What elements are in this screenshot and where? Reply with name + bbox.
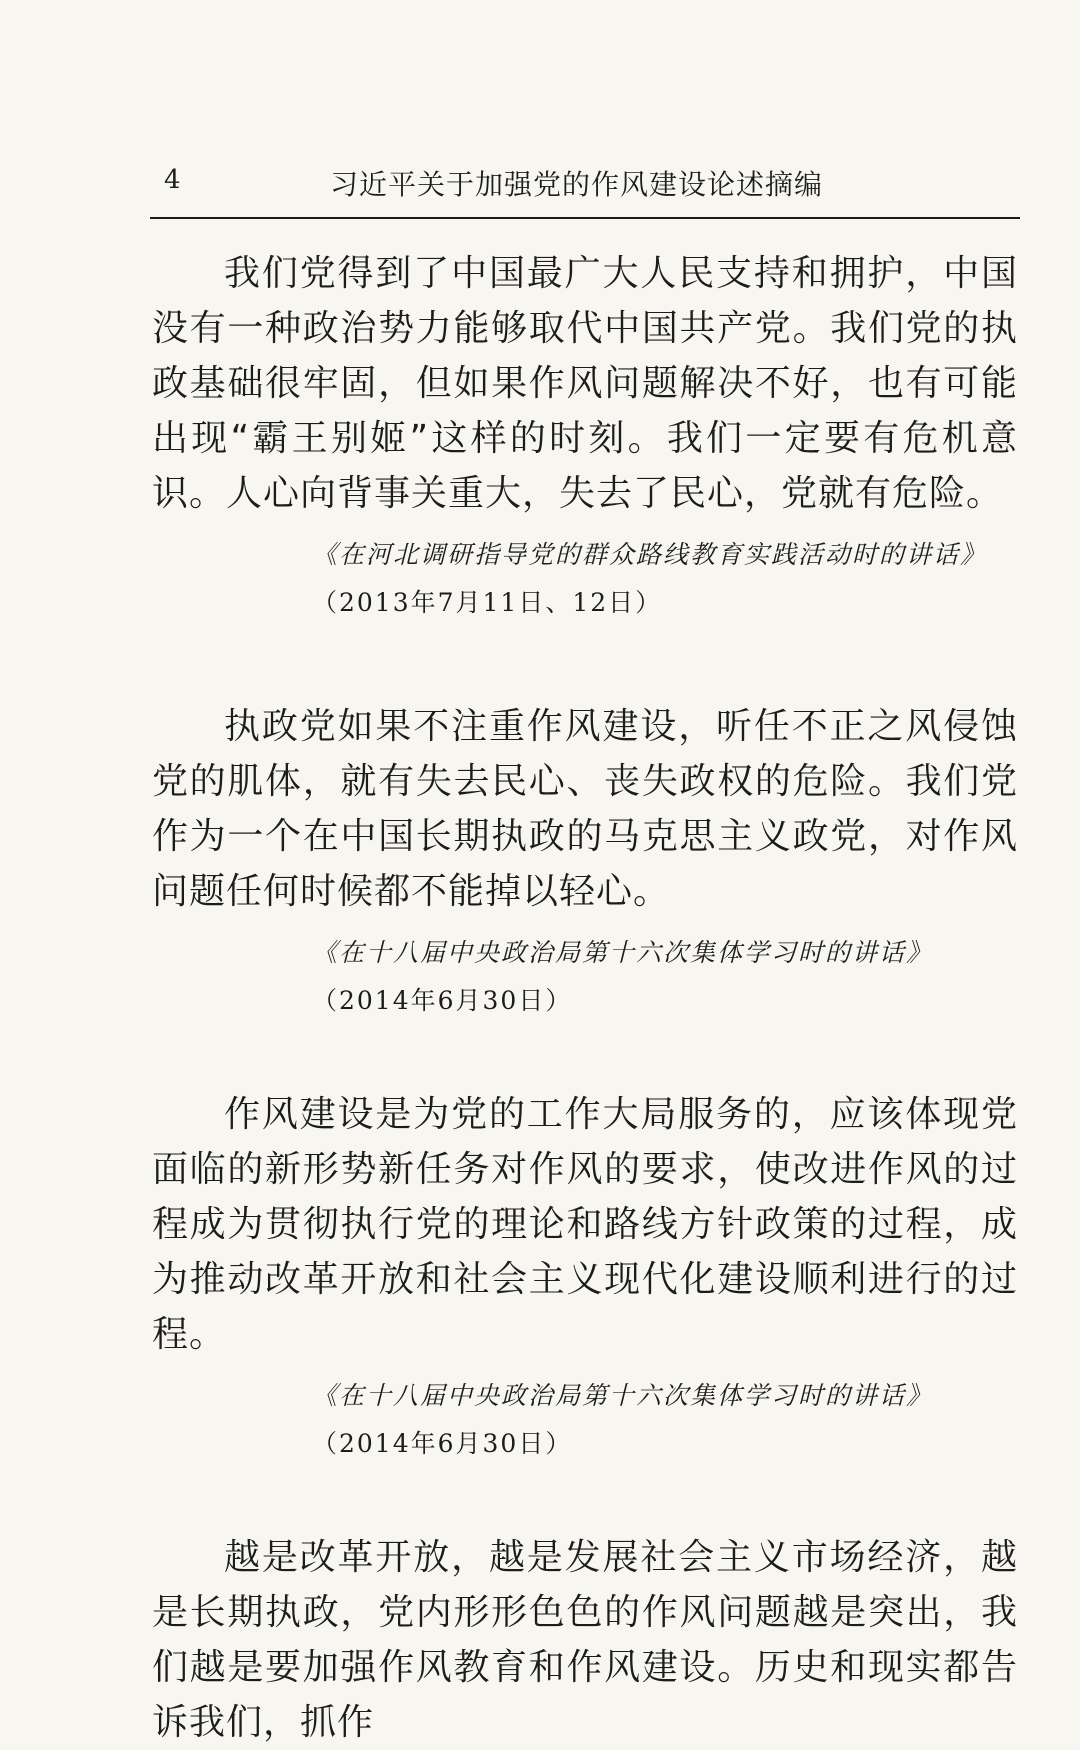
source-citation-2 (152, 929, 1018, 1025)
source-date: （2014年6月30日） (312, 1429, 573, 1458)
source-title: 《在十八届中央政治局第十六次集体学习时的讲话》 (312, 1381, 934, 1410)
paragraph-1: 我们党得到了中国最广大人民支持和拥护，中国没有一种政治势力能够取代中国共产党。我们党的执政基础很牢固，但如果作风问题解决不好，也有可能出现“霸王别姬”这样的时刻。我们一定要有危机意识。人心向背事关重大，失去了民心，党就有危险。 (152, 253, 1018, 514)
paragraph-4: 越是改革开放，越是发展社会主义市场经济，越是长期执政，党内形形色色的作风问题越是突出，我们越是要加强作风教育和作风建设。历史和现实都告诉我们，抓作 (152, 1537, 1018, 1743)
source-date: （2014年6月30日） (312, 986, 573, 1015)
page-header (150, 165, 1018, 205)
section-gap (152, 627, 1018, 699)
source-citation-1 (152, 531, 1018, 627)
source-date: （2013年7月11日、12日） (312, 588, 663, 617)
section-gap (152, 1025, 1018, 1087)
source-title: 《在河北调研指导党的群众路线教育实践活动时的讲话》 (312, 540, 988, 569)
page-number: 4 (164, 165, 181, 195)
paragraph-2: 执政党如果不注重作风建设，听任不正之风侵蚀党的肌体，就有失去民心、丧失政权的危险。我们党作为一个在中国长期执政的马克思主义政党，对作风问题任何时候都不能掉以轻心。 (152, 706, 1018, 912)
header-rule (150, 217, 1020, 219)
page-content (152, 246, 1018, 1750)
source-title: 《在十八届中央政治局第十六次集体学习时的讲话》 (312, 938, 934, 967)
paragraph-3: 作风建设是为党的工作大局服务的，应该体现党面临的新形势新任务对作风的要求，使改进作风的过程成为贯彻执行党的理论和路线方针政策的过程，成为推动改革开放和社会主义现代化建设顺利进行的过程。 (152, 1094, 1018, 1355)
source-citation-3 (152, 1372, 1018, 1468)
section-gap (152, 1468, 1018, 1530)
book-title: 习近平关于加强党的作风建设论述摘编 (330, 168, 824, 201)
